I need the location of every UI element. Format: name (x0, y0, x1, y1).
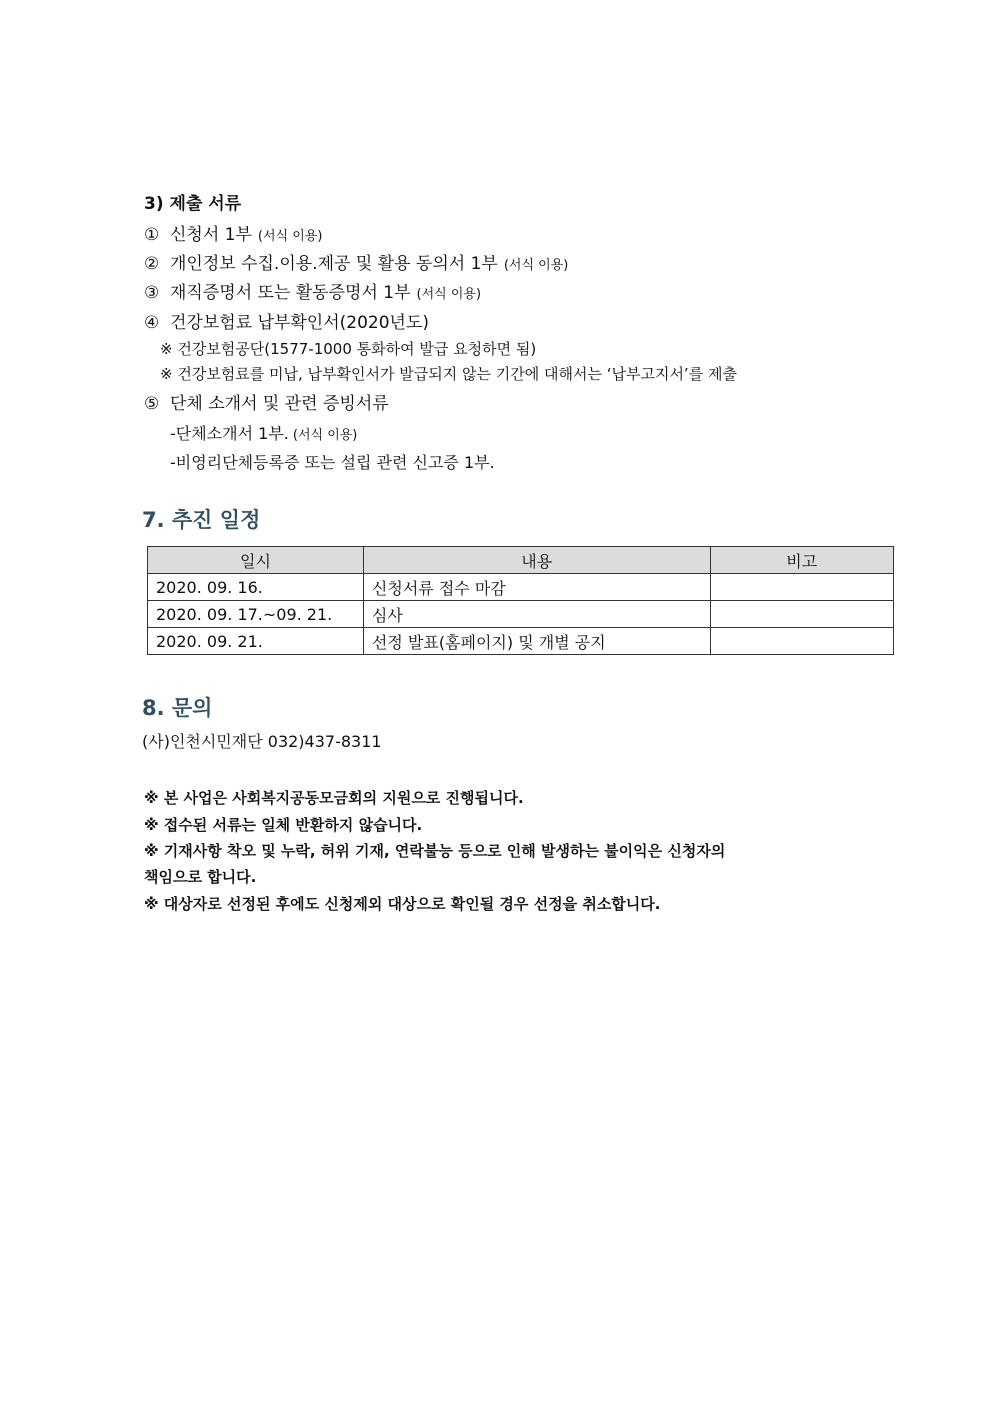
item-text: 건강보험료 납부확인서(2020년도) (170, 313, 429, 333)
item-text: 단체 소개서 및 관련 증빙서류 (170, 394, 389, 414)
document-item (144, 308, 429, 333)
bullet-text: -비영리단체등록증 또는 설립 관련 신고증 1부. (170, 453, 495, 472)
table-row (148, 574, 894, 601)
remark-line: ※ 건강보험공단(1577-1000 통화하여 발급 요청하면 됨) (160, 340, 537, 358)
notice-line: 책임으로 합니다. (144, 868, 257, 886)
item-text: 재직증명서 또는 활동증명서 1부 (170, 283, 411, 303)
bullet-line (170, 450, 495, 473)
item-number: ④ (144, 313, 160, 333)
remark-line: ※ 건강보험료를 미납, 납부확인서가 발급되지 않는 기간에 대해서는 ‘납부고지서’를 제출 (160, 365, 737, 383)
remark-cell (710, 574, 893, 601)
table-header-row (148, 547, 894, 574)
header-cell: 비고 (710, 547, 893, 574)
item-note: (서식 이용) (257, 229, 323, 244)
bullet-line (170, 421, 357, 444)
table-row (148, 628, 894, 655)
schedule-title: 7. 추진 일정 (142, 508, 261, 532)
item-number: ① (144, 225, 160, 245)
table-row (148, 601, 894, 628)
date-cell: 2020. 09. 16. (148, 574, 364, 601)
item-number: ③ (144, 283, 160, 303)
date-cell: 2020. 09. 21. (148, 628, 364, 655)
header-cell: 일시 (148, 547, 364, 574)
notice-line: ※ 기재사항 착오 및 누락, 허위 기재, 연락불능 등으로 인해 발생하는 불이익은 신청자의 (144, 842, 726, 860)
item-text: 신청서 1부 (170, 225, 252, 245)
header-cell: 내용 (363, 547, 710, 574)
notice-line: ※ 본 사업은 사회복지공동모금회의 지원으로 진행됩니다. (144, 789, 524, 807)
content-cell: 선정 발표(홈페이지) 및 개별 공지 (363, 628, 710, 655)
remark-cell (710, 601, 893, 628)
bullet-text: -단체소개서 1부. (170, 424, 289, 443)
contact-line: (사)인천시민재단 032)437-8311 (142, 732, 382, 751)
document-item (144, 220, 322, 245)
notice-line: ※ 대상자로 선정된 후에도 신청제외 대상으로 확인될 경우 선정을 취소합니다. (144, 895, 661, 913)
item-number: ⑤ (144, 394, 160, 414)
document-item (144, 249, 568, 274)
item-number: ② (144, 254, 160, 274)
item-note: (서식 이용) (416, 287, 482, 302)
inquiry-title: 8. 문의 (142, 696, 213, 720)
item-note: (서식 이용) (503, 258, 569, 273)
schedule-table (147, 546, 894, 655)
date-cell: 2020. 09. 17.~09. 21. (148, 601, 364, 628)
item-text: 개인정보 수집.이용.제공 및 활용 동의서 1부 (170, 254, 498, 274)
content-cell: 신청서류 접수 마감 (363, 574, 710, 601)
document-item (144, 278, 481, 303)
notice-line: ※ 접수된 서류는 일체 반환하지 않습니다. (144, 816, 423, 834)
remark-cell (710, 628, 893, 655)
documents-heading: 3) 제출 서류 (144, 194, 242, 214)
document-item (144, 389, 389, 414)
bullet-note: (서식 이용) (292, 428, 358, 443)
content-cell: 심사 (363, 601, 710, 628)
